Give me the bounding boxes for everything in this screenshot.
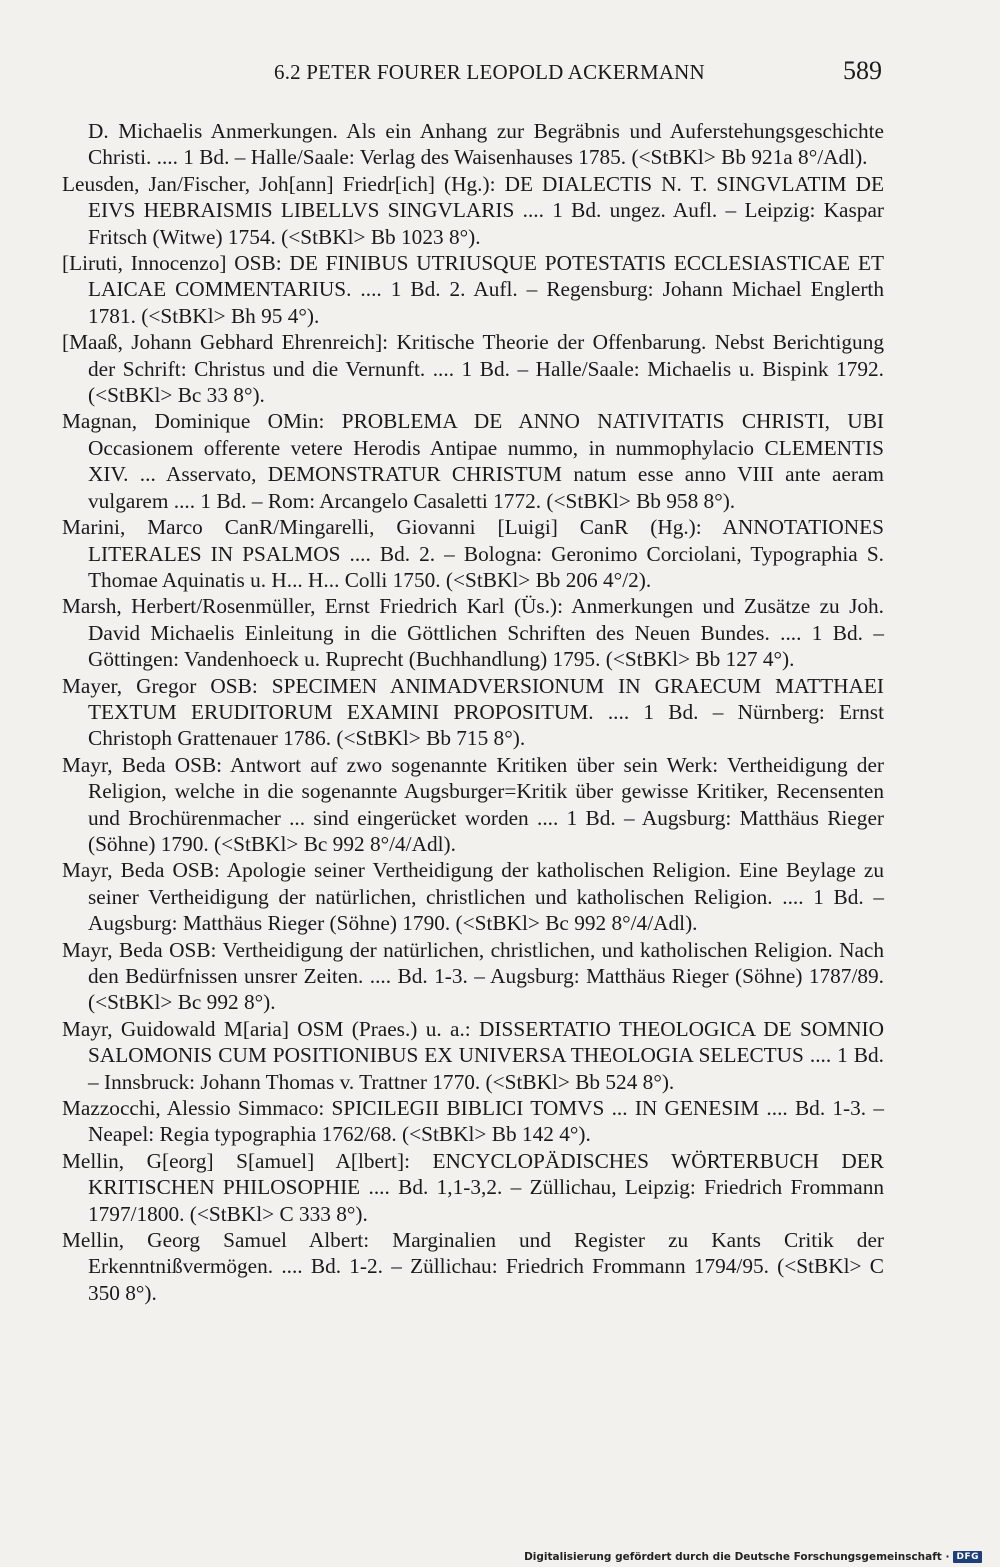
bibliography-list [62,118,884,1306]
running-title: 6.2 PETER FOURER LEOPOLD ACKERMANN [274,60,705,84]
bibliography-entry: Magnan, Dominique OMin: PROBLEMA DE ANNO NATIVITATIS CHRISTI, UBI Occasionem offerente vetere Herodis Antipae nummo, in nummophylacio CLEMENTIS XIV. ... Asservato, DEMONSTRATUR CHRISTUM natum esse anno VIII ante aeram vulgarem .... 1 Bd. – Rom: Arcangelo Casaletti 1772. (<StBKl> Bb 958 8°). [62,409,884,513]
bibliography-entry: Mayr, Beda OSB: Antwort auf zwo sogenannte Kritiken über sein Werk: Vertheidigung der Religion, welche in die sogenannte Augsburger=Kritik über gewisse Kritiker, Recensenten und Brochürenmacher ... sind eingerücket worden .... 1 Bd. – Augsburg: Matthäus Rieger (Söhne) 1790. (<StBKl> Bc 992 8°/4/Adl). [62,752,884,856]
bibliography-entry: Mellin, G[eorg] S[amuel] A[lbert]: ENCYCLOPÄDISCHES WÖRTERBUCH DER KRITISCHEN PHILOSOPHIE .... Bd. 1,1-3,2. – Züllichau, Leipzig: Friedrich Frommann 1797/1800. (<StBKl> C 333 8°). [62,1148,884,1226]
credit-text: Digitalisierung gefördert durch die Deutsche Forschungsgemeinschaft · [524,1551,950,1563]
bibliography-entry: Leusden, Jan/Fischer, Joh[ann] Friedr[ich] (Hg.): DE DIALECTIS N. T. SINGVLATIM DE EIVS HEBRAISMIS LIBELLVS SINGVLARIS .... 1 Bd. ungez. Aufl. – Leipzig: Kaspar Fritsch (Witwe) 1754. (<StBKl> Bb 1023 8°). [62,171,884,249]
bibliography-entry: [Maaß, Johann Gebhard Ehrenreich]: Kritische Theorie der Offenbarung. Nebst Berichtigung der Schrift: Christus und die Vernunft. .... 1 Bd. – Halle/Saale: Michaelis u. Bispink 1792. (<StBKl> Bc 33 8°). [62,330,884,408]
page-number: 589 [843,56,882,85]
dfg-logo: DFG [953,1551,982,1563]
bibliography-entry: [Liruti, Innocenzo] OSB: DE FINIBUS UTRIUSQUE POTESTATIS ECCLESIASTICAE ET LAICAE COMMENTARIUS. .... 1 Bd. 2. Aufl. – Regensburg: Johann Michael Englerth 1781. (<StBKl> Bh 95 4°). [62,251,884,328]
bibliography-entry: Mellin, Georg Samuel Albert: Marginalien und Register zu Kants Critik der Erkenntnißvermögen. .... Bd. 1-2. – Züllichau: Friedrich Frommann 1794/95. (<StBKl> C 350 8°). [62,1228,884,1305]
bibliography-entry: Mayr, Beda OSB: Apologie seiner Vertheidigung der katholischen Religion. Eine Beylage zu seiner Vertheidigung der natürlichen, christlichen und katholischen Religion. .... 1 Bd. – Augsburg: Matthäus Rieger (Söhne) 1790. (<StBKl> Bc 992 8°/4/Adl). [62,858,884,936]
running-head [62,56,882,92]
bibliography-entry: Mayer, Gregor OSB: SPECIMEN ANIMADVERSIONUM IN GRAECUM MATTHAEI TEXTUM ERUDITORUM EXAMINI PROPOSITUM. .... 1 Bd. – Nürnberg: Ernst Christoph Grattenauer 1786. (<StBKl> Bb 715 8°). [62,673,884,751]
bibliography-entry: D. Michaelis Anmerkungen. Als ein Anhang zur Begräbnis und Auferstehungsgeschichte Christi. .... 1 Bd. – Halle/Saale: Verlag des Waisenhauses 1785. (<StBKl> Bb 921a 8°/Adl). [88,119,884,170]
bibliography-entry: Marsh, Herbert/Rosenmüller, Ernst Friedrich Karl (Üs.): Anmerkungen und Zusätze zu Joh. David Michaelis Einleitung in die Göttlichen Schriften des Neuen Bundes. .... 1 Bd. – Göttingen: Vandenhoeck u. Ruprecht (Buchhandlung) 1795. (<StBKl> Bb 127 4°). [62,594,884,672]
bibliography-entry: Mayr, Guidowald M[aria] OSM (Praes.) u. a.: DISSERTATIO THEOLOGICA DE SOMNIO SALOMONIS CUM POSITIONIBUS EX UNIVERSA THEOLOGIA SELECTUS .... 1 Bd. – Innsbruck: Johann Thomas v. Trattner 1770. (<StBKl> Bb 524 8°). [62,1016,884,1094]
digitization-credit [524,1551,982,1563]
bibliography-entry: Marini, Marco CanR/Mingarelli, Giovanni [Luigi] CanR (Hg.): ANNOTATIONES LITERALES IN PSALMOS .... Bd. 2. – Bologna: Geronimo Corciolani, Typographia S. Thomae Aquinatis u. H... H... Colli 1750. (<StBKl> Bb 206 4°/2). [62,515,884,592]
bibliography-entry: Mayr, Beda OSB: Vertheidigung der natürlichen, christlichen, und katholischen Religion. Nach den Bedürfnissen unsrer Zeiten. .... Bd. 1-3. – Augsburg: Matthäus Rieger (Söhne) 1787/89. (<StBKl> Bc 992 8°). [62,937,884,1015]
bibliography-entry: Mazzocchi, Alessio Simmaco: SPICILEGII BIBLICI TOMVS ... IN GENESIM .... Bd. 1-3. – Neapel: Regia typographia 1762/68. (<StBKl> Bb 142 4°). [62,1096,884,1147]
